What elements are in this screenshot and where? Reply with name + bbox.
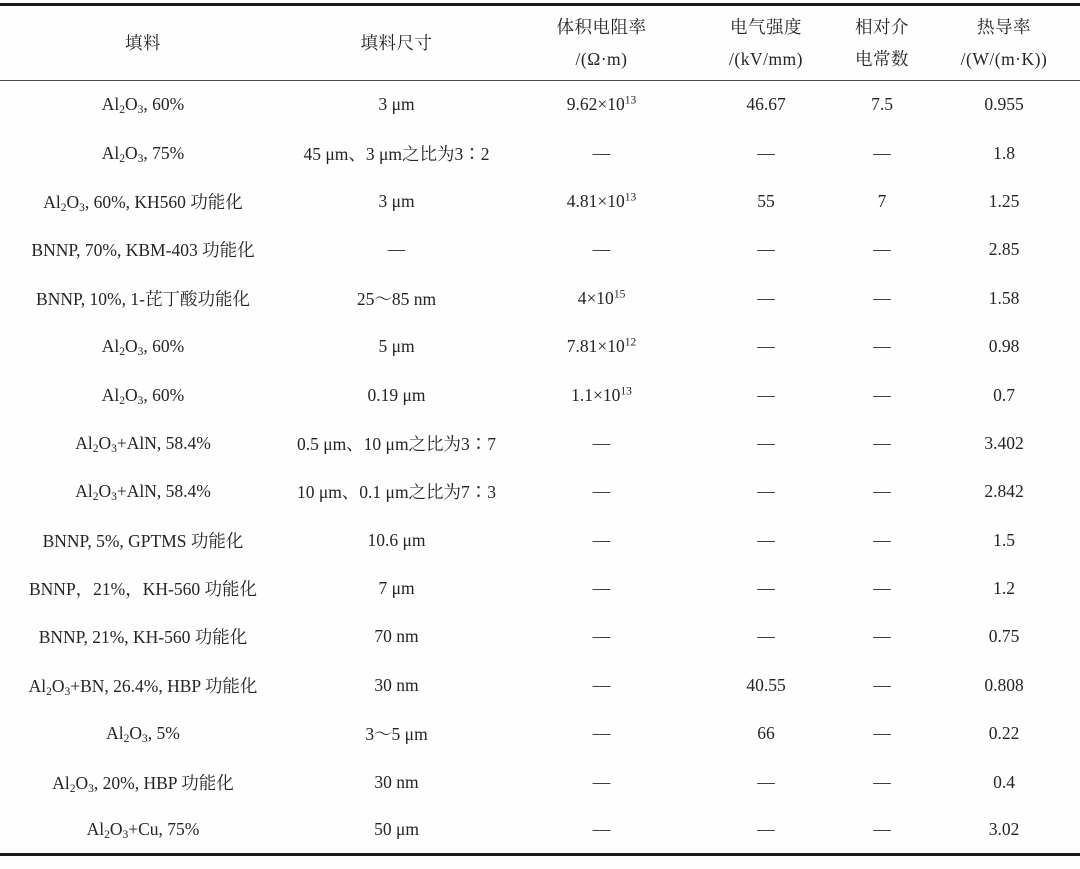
table-cell: 0.7 xyxy=(993,384,1015,405)
table-cell: 3.02 xyxy=(988,819,1020,840)
table-cell: — xyxy=(757,481,775,502)
table-cell: — xyxy=(592,239,611,260)
table-cell: 25～85 nm xyxy=(356,288,437,309)
table-cell: 70 nm xyxy=(374,626,419,647)
table-cell: — xyxy=(873,771,891,792)
table-cell: — xyxy=(757,626,775,647)
table-row xyxy=(0,226,1080,274)
table-cell: 66 xyxy=(757,723,775,744)
table-row xyxy=(0,322,1080,370)
col-header-relative-permittivity xyxy=(836,5,928,81)
table-cell: 1.5 xyxy=(993,529,1015,550)
col-header-label: 填料 xyxy=(125,32,161,53)
table-cell: — xyxy=(873,432,891,453)
filler-properties-table xyxy=(0,3,1080,856)
table-cell: 2.842 xyxy=(984,481,1024,502)
table-cell: $Al_2O_3+AlN$, 58.4% xyxy=(75,432,211,455)
col-header-label: 体积电阻率 xyxy=(556,16,647,37)
table-cell: — xyxy=(592,626,611,647)
col-header-unit: 电常数 xyxy=(855,49,909,69)
table-cell: — xyxy=(592,142,611,163)
table-cell: — xyxy=(387,239,406,260)
table-row xyxy=(0,177,1080,225)
table-cell: 10.6 μm xyxy=(367,529,426,550)
table-cell: 0.808 xyxy=(984,674,1024,695)
table-cell: 55 xyxy=(757,190,775,211)
table-cell: — xyxy=(873,287,891,308)
table-cell: $9.62\times 10^{13}$ xyxy=(566,94,637,115)
table-cell: — xyxy=(757,239,775,260)
table-row xyxy=(0,613,1080,661)
table-cell: — xyxy=(757,336,775,357)
table-cell: — xyxy=(873,142,891,163)
table-cell: 10 μm、0.1 μm之比为7∶3 xyxy=(296,482,497,503)
table-header xyxy=(0,5,1080,81)
table-cell: 0.5 μm、10 μm之比为3∶7 xyxy=(296,433,497,454)
col-header-label: 热导率 xyxy=(977,16,1031,37)
table-body xyxy=(0,81,1080,855)
table-cell: 0.98 xyxy=(988,336,1020,357)
col-header-unit: /(W/(m·K)) xyxy=(960,49,1048,69)
col-header-filler xyxy=(0,5,286,81)
table-cell: $Al_2O_3+AlN$, 58.4% xyxy=(75,481,211,504)
table-cell: 1.2 xyxy=(993,578,1015,599)
table-cell: 5 μm xyxy=(378,336,415,357)
table-cell: $7.81\times 10^{12}$ xyxy=(566,336,637,357)
table-cell: BNNP, 5%, GPTMS 功能化 xyxy=(42,530,244,551)
col-header-label: 填料尺寸 xyxy=(360,32,433,53)
table-cell: — xyxy=(873,239,891,260)
table-cell: BNNP, 21%, KH-560 功能化 xyxy=(38,627,248,648)
table-row xyxy=(0,516,1080,564)
table-cell: $Al_2O_3+BN$, 26.4%, HBP 功能化 xyxy=(28,675,258,698)
table-cell: 0.19 μm xyxy=(367,384,426,405)
table-cell: 7 μm xyxy=(378,578,415,599)
table-cell: — xyxy=(757,819,775,840)
col-header-label: 电气强度 xyxy=(730,16,802,37)
col-header-label: 相对介 xyxy=(855,16,909,37)
table-cell: — xyxy=(873,336,891,357)
table-cell: 1.8 xyxy=(993,142,1015,163)
table-cell: — xyxy=(757,771,775,792)
table-cell: $1.1\times 10^{13}$ xyxy=(571,384,632,405)
table-cell: 50 μm xyxy=(374,819,419,840)
table-cell: — xyxy=(873,481,891,502)
table-row xyxy=(0,274,1080,322)
table-cell: — xyxy=(757,529,775,550)
col-header-unit: /(Ω·m) xyxy=(575,49,628,69)
table-cell: 3 μm xyxy=(378,94,415,115)
table-cell: — xyxy=(873,626,891,647)
col-header-unit: /(kV/mm) xyxy=(729,49,803,69)
col-header-thermal-conductivity xyxy=(928,5,1080,81)
table-cell: 2.85 xyxy=(988,239,1020,260)
table-row xyxy=(0,661,1080,709)
table-cell: BNNP, 10%, 1-芘丁酸功能化 xyxy=(36,288,250,309)
table-cell: BNNP，21%，KH-560 功能化 xyxy=(29,579,257,600)
table-cell: 40.55 xyxy=(746,674,786,695)
table-row xyxy=(0,468,1080,516)
table-row xyxy=(0,419,1080,467)
table-cell: — xyxy=(592,578,611,599)
table-cell: $Al_2O_3$, 5% xyxy=(106,723,180,746)
table-cell: 46.67 xyxy=(746,94,786,115)
table-cell: — xyxy=(592,529,611,550)
col-header-filler-size xyxy=(286,5,507,81)
table-cell: $Al_2O_3$, 60% xyxy=(101,336,185,359)
table-cell: 3～5 μm xyxy=(365,724,428,745)
table-cell: — xyxy=(873,819,891,840)
table-cell: $Al_2O_3$, 20%, HBP 功能化 xyxy=(52,772,234,795)
table-cell: 3 μm xyxy=(378,190,415,211)
table-cell: 7.5 xyxy=(871,94,893,115)
table-cell: — xyxy=(757,384,775,405)
table-cell: 0.22 xyxy=(988,723,1020,744)
table-cell: 0.4 xyxy=(993,771,1015,792)
table-cell: 1.25 xyxy=(988,190,1020,211)
table-row xyxy=(0,806,1080,854)
col-header-electric-strength xyxy=(696,5,836,81)
table-row xyxy=(0,564,1080,612)
table-cell: 7 xyxy=(877,190,887,211)
table-cell: 1.58 xyxy=(988,287,1020,308)
table-cell: — xyxy=(592,432,611,453)
table-cell: $Al_2O_3$, 60%, KH560 功能化 xyxy=(43,191,243,214)
table-cell: 3.402 xyxy=(984,432,1024,453)
header-row xyxy=(0,5,1080,81)
table-cell: 30 nm xyxy=(374,771,419,792)
table-cell: — xyxy=(592,723,611,744)
table-row xyxy=(0,758,1080,806)
table-cell: — xyxy=(757,432,775,453)
table-cell: 45 μm、3 μm之比为3∶2 xyxy=(303,143,490,164)
table-row xyxy=(0,371,1080,419)
table-cell: — xyxy=(873,529,891,550)
table-cell: $Al_2O_3$, 75% xyxy=(101,142,185,165)
table-cell: — xyxy=(757,142,775,163)
table-cell: 0.75 xyxy=(988,626,1020,647)
table-row xyxy=(0,710,1080,758)
table-cell: BNNP, 70%, KBM-403 功能化 xyxy=(31,240,255,261)
table-cell: — xyxy=(873,723,891,744)
table-cell: $Al_2O_3+Cu$, 75% xyxy=(86,819,200,842)
col-header-volume-resistivity xyxy=(507,5,696,81)
table-cell: 0.955 xyxy=(984,94,1024,115)
table-cell: $4.81\times 10^{13}$ xyxy=(566,190,637,211)
table-row xyxy=(0,129,1080,177)
table-row xyxy=(0,81,1080,129)
table-cell: 30 nm xyxy=(374,674,419,695)
table-cell: $Al_2O_3$, 60% xyxy=(101,384,185,407)
table-cell: — xyxy=(873,674,891,695)
table-cell: — xyxy=(757,578,775,599)
table-cell: — xyxy=(592,771,611,792)
table-cell: — xyxy=(873,578,891,599)
table-cell: $4\times 10^{15}$ xyxy=(577,287,626,308)
table-cell: — xyxy=(592,674,611,695)
table-cell: $Al_2O_3$, 60% xyxy=(101,94,185,117)
table-cell: — xyxy=(592,819,611,840)
table-cell: — xyxy=(873,384,891,405)
table-cell: — xyxy=(757,287,775,308)
table-cell: — xyxy=(592,481,611,502)
